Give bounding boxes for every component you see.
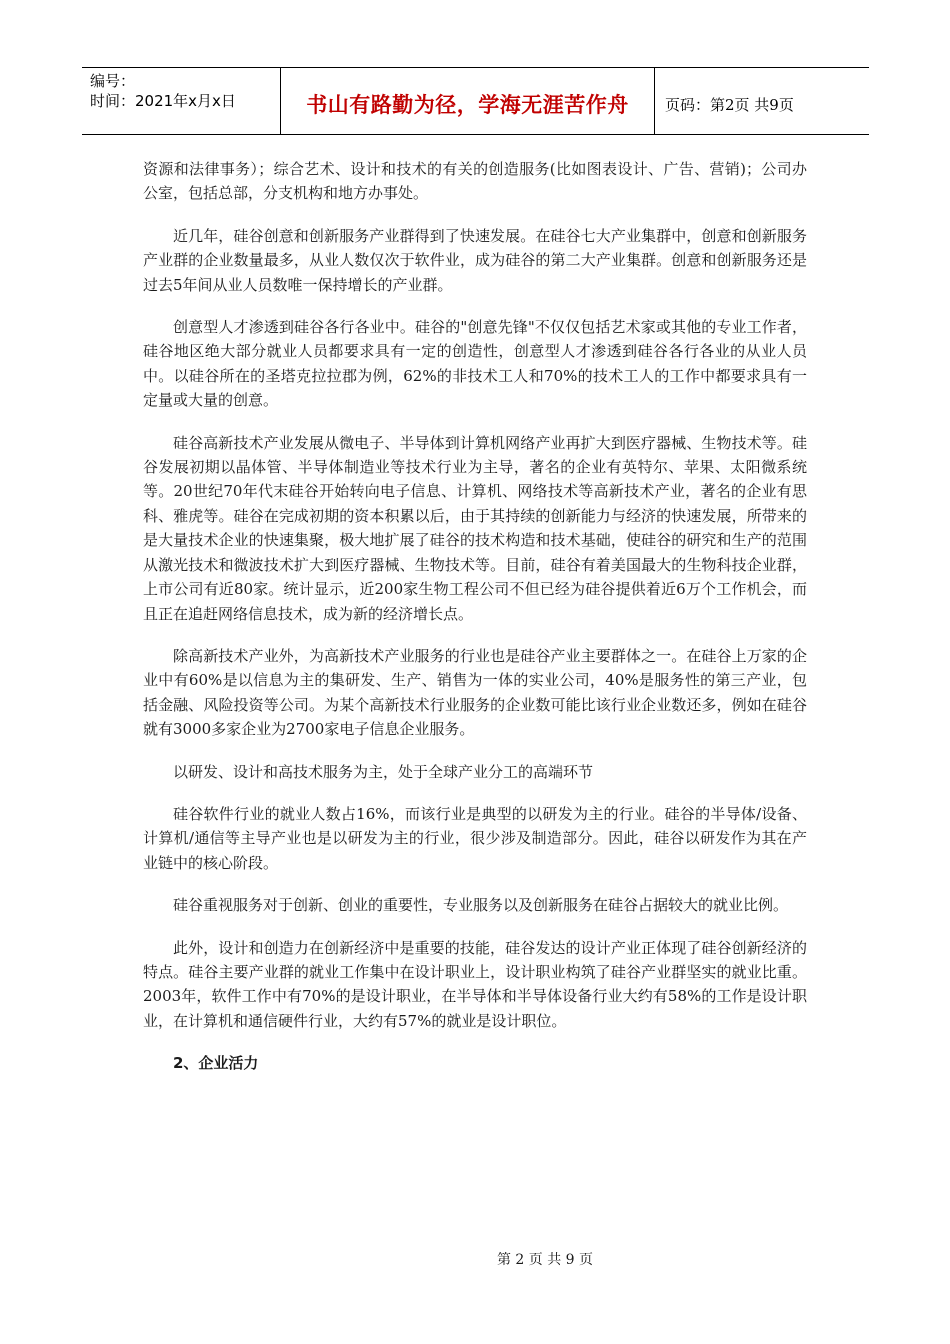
section-heading: 2、企业活力: [173, 1054, 259, 1073]
body-paragraph: 硅谷重视服务对于创新、创业的重要性，专业服务以及创新服务在硅谷占据较大的就业比例。: [173, 896, 789, 915]
subsection-line: 以研发、设计和高技术服务为主，处于全球产业分工的高端环节: [173, 762, 594, 781]
body-paragraph: 创意型人才渗透到硅谷各行各业中。硅谷的"创意先锋"不仅仅包括艺术家或其他的专业工作者，硅谷地区绝大部分就业人员都要求具有一定的创造性，创意型人才渗透到硅谷各行各业的从业人员中。以硅谷所在的圣塔克拉拉郡为例，62%的非技术工人和70%的技术工人的工作中都要求具有一定量或大量的创意。: [143, 318, 807, 410]
body-paragraph: 硅谷软件行业的就业人数占16%，而该行业是典型的以研发为主的行业。硅谷的半导体/设备、计算机/通信等主导产业也是以研发为主的行业，很少涉及制造部分。因此，硅谷以研发作为其在产业链中的核心阶段。: [143, 804, 807, 872]
document-body: [143, 157, 807, 1076]
page-footer: [0, 1249, 950, 1269]
document-number-label: 编号：: [90, 72, 136, 90]
header-motto-cell: [280, 68, 655, 134]
body-paragraph: 资源和法律事务）；综合艺术、设计和技术的有关的创造服务(比如图表设计、广告、营销)；公司办公室，包括总部，分支机构和地方办事处。: [143, 160, 807, 203]
footer-page-number: 第 2 页 共 9 页: [496, 1252, 594, 1268]
body-paragraph: 硅谷高新技术产业发展从微电子、半导体到计算机网络产业再扩大到医疗器械、生物技术等。硅谷发展初期以晶体管、半导体制造业等技术行业为主导，著名的企业有英特尔、苹果、太阳微系统等。20世纪70年代末硅谷开始转向电子信息、计算机、网络技术等高新技术产业，著名的企业有思科、雅虎等。硅谷在完成初期的资本积累以后，由于其持续的创新能力与经济的快速发展，所带来的是大量技术企业的快速集聚，极大地扩展了硅谷的技术构造和技术基础，使硅谷的研究和生产的范围从激光技术和微波技术扩大到医疗器械、生物技术等。目前，硅谷有着美国最大的生物科技企业群，上市公司有近80家。统计显示，近200家生物工程公司不但已经为硅谷提供着近6万个工作机会，而且正在追赶网络信息技术，成为新的经济增长点。: [143, 433, 807, 623]
header-page-cell: [655, 68, 869, 134]
body-paragraph: 除高新技术产业外，为高新技术产业服务的行业也是硅谷产业主要群体之一。在硅谷上万家的企业中有60%是以信息为主的集研发、生产、销售为一体的实业公司，40%是服务性的第三产业，包括金融、风险投资等公司。为某个高新技术行业服务的企业数可能比该行业企业数还多，例如在硅谷就有3000多家企业为2700家电子信息企业服务。: [143, 646, 807, 739]
header-page-info: 页码：第2页 共9页: [665, 95, 794, 114]
body-paragraph: 此外，设计和创造力在创新经济中是重要的技能，硅谷发达的设计产业正体现了硅谷创新经济的特点。硅谷主要产业群的就业工作集中在设计职业上，设计职业构筑了硅谷产业群坚实的就业比重。2003年，软件工作中有70%的是设计职业，在半导体和半导体设备行业大约有58%的工作是设计职业，在计算机和通信硬件行业，大约有57%的就业是设计职位。: [143, 938, 807, 1030]
body-paragraph: 近几年，硅谷创意和创新服务产业群得到了快速发展。在硅谷七大产业集群中，创意和创新服务产业群的企业数量最多，从业人数仅次于软件业，成为硅谷的第二大产业集群。创意和创新服务还是过去5年间从业人员数唯一保持增长的产业群。: [143, 226, 807, 294]
header-meta-cell: [82, 68, 280, 134]
document-date: 时间：2021年x月x日: [90, 92, 236, 110]
header-motto: 书山有路勤为径，学海无涯苦作舟: [306, 93, 629, 117]
page-header: [82, 67, 869, 135]
